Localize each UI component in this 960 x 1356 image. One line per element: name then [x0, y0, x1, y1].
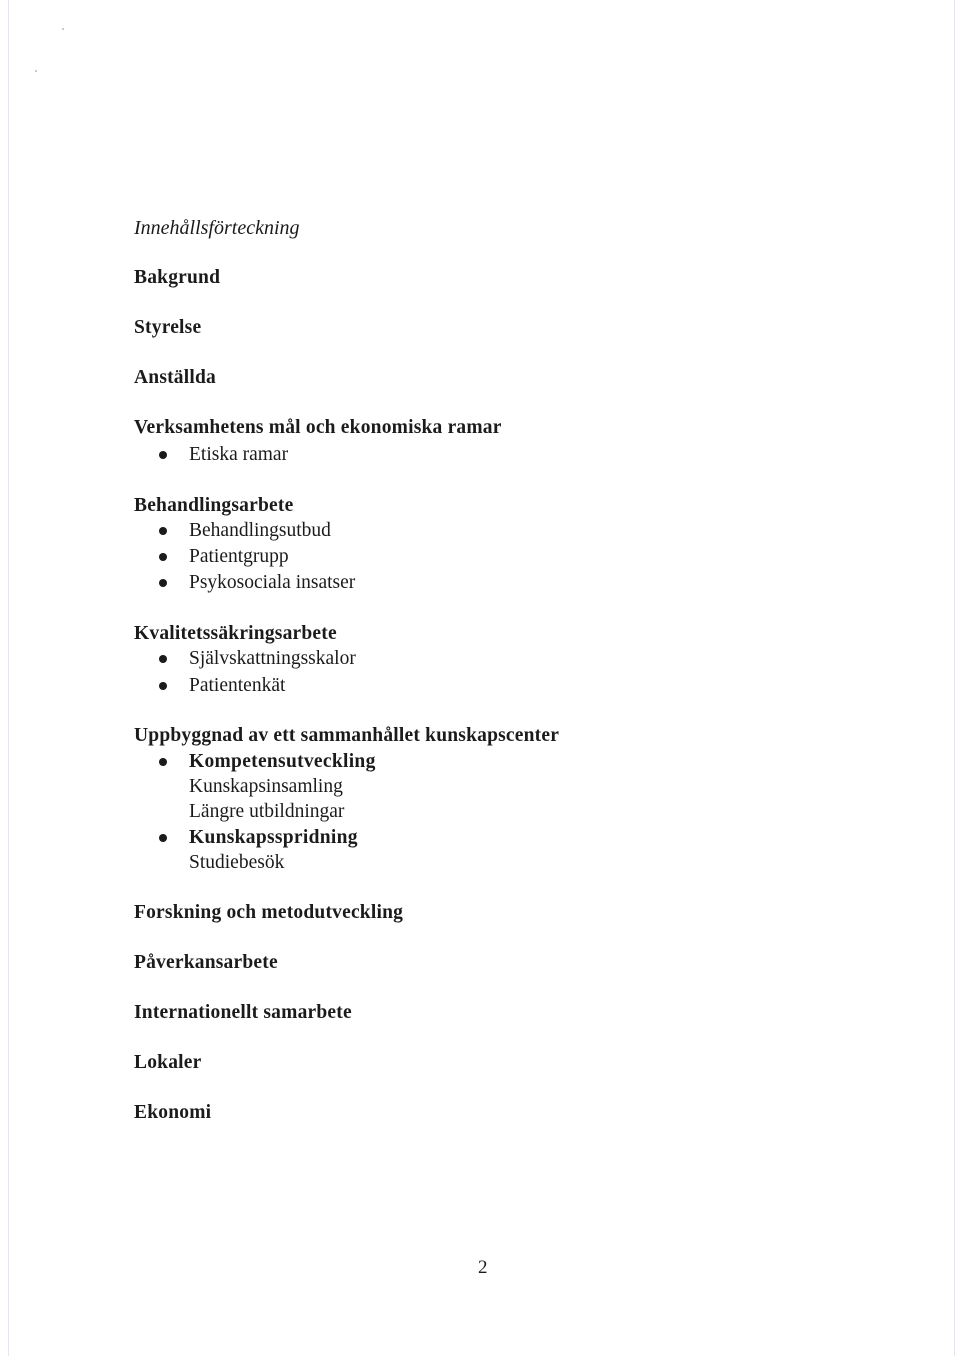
toc-item-styrelse: Styrelse — [134, 317, 202, 338]
bullet-icon — [159, 682, 167, 690]
toc-subitem-kunskapsspridning: Kunskapsspridning — [189, 827, 358, 848]
toc-subitem-etiska-ramar: Etiska ramar — [189, 444, 289, 465]
scan-edge-right — [954, 0, 955, 1356]
toc-subsubitem-kunskapsinsamling: Kunskapsinsamling — [189, 776, 343, 797]
scan-speck — [62, 28, 64, 30]
toc-item-anstallda: Anställda — [134, 367, 216, 388]
toc-subsubitem-langre-utbildningar: Längre utbildningar — [189, 801, 345, 822]
toc-item-uppbyggnad: Uppbyggnad av ett sammanhållet kunskapscenter — [134, 725, 560, 746]
toc-item-forskning: Forskning och metodutveckling — [134, 902, 404, 923]
toc-subitem-patientgrupp: Patientgrupp — [189, 546, 289, 567]
toc-item-internationellt: Internationellt samarbete — [134, 1002, 352, 1023]
bullet-icon — [159, 579, 167, 587]
toc-item-kvalitetssakringsarbete: Kvalitetssäkringsarbete — [134, 623, 337, 644]
toc-item-ekonomi: Ekonomi — [134, 1102, 212, 1123]
toc-subitem-patientenkat: Patientenkät — [189, 675, 286, 696]
toc-item-paverkansarbete: Påverkansarbete — [134, 952, 278, 973]
toc-subitem-behandlingsutbud: Behandlingsutbud — [189, 520, 331, 541]
page-number: 2 — [478, 1257, 488, 1278]
bullet-icon — [159, 758, 167, 766]
toc-item-bakgrund: Bakgrund — [134, 267, 221, 288]
toc-subitem-kompetensutveckling: Kompetensutveckling — [189, 751, 376, 772]
bullet-icon — [159, 527, 167, 535]
toc-subitem-sjalvskattningsskalor: Självskattningsskalor — [189, 648, 356, 669]
toc-title: Innehållsförteckning — [134, 217, 300, 239]
toc-item-lokaler: Lokaler — [134, 1052, 202, 1073]
scan-speck — [35, 70, 37, 72]
bullet-icon — [159, 834, 167, 842]
bullet-icon — [159, 655, 167, 663]
toc-item-verksamhetens-mal: Verksamhetens mål och ekonomiska ramar — [134, 417, 502, 438]
bullet-icon — [159, 553, 167, 561]
scan-edge-left — [8, 0, 9, 1356]
toc-subitem-psykosociala-insatser: Psykosociala insatser — [189, 572, 356, 593]
toc-subsubitem-studiebesok: Studiebesök — [189, 852, 285, 873]
toc-item-behandlingsarbete: Behandlingsarbete — [134, 495, 294, 516]
bullet-icon — [159, 451, 167, 459]
